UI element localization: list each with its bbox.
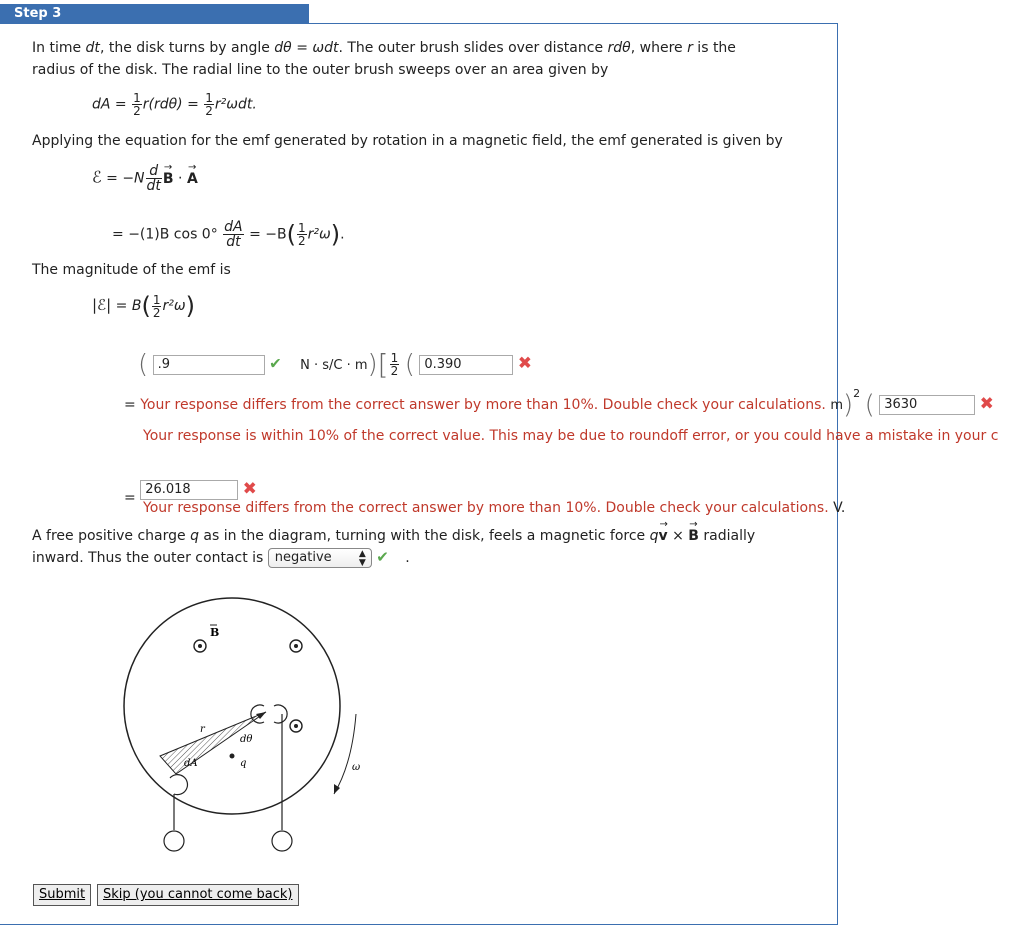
check-icon: ✔ [376, 548, 389, 566]
terminal-outer [164, 831, 184, 851]
cross-operator: × [672, 528, 684, 544]
cross-icon: ✖ [242, 479, 257, 499]
disk-diagram [140, 594, 380, 844]
b-unit: N · s/C · m [300, 357, 368, 373]
paren-open: ( [138, 349, 149, 380]
intro-line-1 [32, 40, 736, 56]
emf-symbol: ℰ [92, 167, 102, 187]
intro-text: is the [692, 40, 736, 56]
vector-b: → B [688, 528, 699, 544]
conclusion-line-2 [32, 548, 410, 568]
eq-term: −B [265, 226, 287, 243]
outer-brush [170, 775, 187, 795]
vector-b: → B [163, 171, 174, 187]
dot-operator: · [178, 170, 183, 187]
intro-rdtheta: rdθ [607, 40, 631, 56]
rotation-arc [334, 714, 356, 794]
cross-icon: ✖ [979, 394, 994, 414]
eq-term: r(rdθ) [142, 96, 183, 113]
disk-circle [124, 598, 340, 814]
intro-text: . The outer brush slides over distance [338, 40, 608, 56]
eq-sign: = [124, 397, 136, 413]
submit-button[interactable]: Submit [33, 884, 91, 906]
vector-a: → A [187, 171, 198, 187]
eq-term: B [131, 298, 142, 314]
radius-label: r [200, 724, 205, 735]
conclusion-line-1 [32, 528, 755, 544]
magnitude-text: The magnitude of the emf is [32, 262, 231, 278]
intro-text: , where [630, 40, 688, 56]
equation-dA [92, 92, 257, 117]
charge-q: q [649, 528, 659, 544]
eq-term: −N [122, 170, 145, 187]
equation-magnitude [92, 292, 195, 320]
conclusion-end: . [405, 550, 410, 566]
step-panel [0, 23, 999, 925]
equation-emf-2 [112, 220, 345, 249]
fraction-half: $\frac{1}{2}$ [152, 292, 161, 320]
eq-sign: = [187, 96, 199, 113]
b-field-dot-icon [194, 640, 206, 652]
omega-label: ω [352, 762, 361, 773]
fraction-half: $\frac{1}{2}$ [390, 351, 399, 378]
radius-input[interactable]: 0.390 [419, 355, 513, 375]
b-field-dot-icon [290, 640, 302, 652]
emf-unit: V. [833, 500, 846, 516]
equation-emf [92, 164, 198, 193]
paren-open: ( [286, 220, 296, 249]
bracket-open: [ [377, 348, 389, 381]
fraction-half: $\frac{1}{2}$ [133, 91, 141, 118]
eq-sign: = [112, 226, 124, 243]
eq-end: . [340, 226, 345, 243]
vector-v: → v [659, 528, 668, 544]
conclusion-text: inward. Thus the outer contact is [32, 550, 264, 566]
fraction-d-dt: $\frac{d}{dt}$ [146, 163, 161, 194]
eq-sign: = [124, 490, 136, 506]
eq-term: r²ω [307, 226, 331, 243]
eq-sign: = [106, 170, 118, 187]
intro-text: , the disk turns by angle [99, 40, 275, 56]
emf-magnitude: |ℰ| [92, 296, 112, 314]
contact-select[interactable] [268, 548, 372, 568]
conclusion-text: radially [698, 528, 756, 544]
paren-open: ( [864, 390, 875, 420]
conclusion-text: as in the diagram, turning with the disk, feels a magnetic force [198, 528, 650, 544]
paren-open: ( [141, 292, 151, 320]
charge-q: q [190, 528, 199, 544]
intro-line-2: radius of the disk. The radial line to the outer brush sweeps over an area given by [32, 62, 609, 78]
applying-text: Applying the equation for the emf generated by rotation in a magnetic field, the emf generated is given by [32, 133, 783, 149]
paren-close: ) [330, 220, 341, 249]
cross-icon: ✖ [517, 353, 533, 374]
intro-dt: dt [85, 40, 100, 56]
paren-close: ) [185, 292, 195, 320]
fraction-dA-dt: $\frac{dA}{dt}$ [224, 219, 243, 250]
paren-close: ) [842, 390, 854, 420]
fraction-half: $\frac{1}{2}$ [298, 221, 306, 248]
roundoff-message: Your response is within 10% of the correct value. This may be due to roundoff error, or you could have a mistake in your c [143, 428, 999, 444]
emf-input[interactable]: 26.018 [140, 480, 238, 500]
exponent: 2 [853, 387, 861, 401]
eq-lhs: dA [92, 96, 111, 113]
paren-open: ( [404, 349, 415, 380]
select-arrows-icon: ▲ ▼ [358, 549, 366, 568]
eq-sign: = [114, 96, 127, 113]
eq-term: r²ωdt. [214, 96, 257, 113]
select-value: negative [274, 550, 332, 565]
fraction-half: $\frac{1}{2}$ [205, 91, 213, 118]
dtheta-label: dθ [240, 734, 253, 745]
b-field-input[interactable]: .9 [153, 355, 265, 375]
answer-row-3 [124, 479, 257, 506]
intro-text: In time [32, 40, 86, 56]
eq-sign: = [249, 226, 261, 243]
eq-term: r²ω [162, 298, 186, 314]
answer-row-1 [138, 348, 532, 381]
conclusion-text: A free positive charge [32, 528, 191, 544]
answer-row-2 [124, 387, 994, 420]
center-brush [274, 705, 287, 723]
dA-label: dA [184, 758, 198, 769]
eq-term: −(1)B cos 0° [128, 226, 218, 243]
b-field-dot-icon [290, 720, 302, 732]
eq-sign: = [115, 298, 128, 314]
answer-row-3-error [143, 500, 845, 516]
terminal-center [272, 831, 292, 851]
check-icon: ✔ [269, 354, 282, 373]
skip-button[interactable]: Skip (you cannot come back) [97, 884, 299, 906]
intro-r: r [687, 40, 693, 56]
step-header: Step 3 [0, 4, 309, 24]
charge-dot [230, 754, 235, 759]
radius-unit: m [830, 398, 843, 413]
error-message: Your response differs from the correct answer by more than 10%. Double check your calculations. [143, 500, 829, 516]
omega-input[interactable]: 3630 [879, 395, 975, 415]
paren-close: ) [367, 349, 378, 380]
b-field-label: B [210, 626, 220, 639]
intro-dtheta: dθ = ωdt [274, 40, 339, 56]
charge-label: q [240, 758, 247, 769]
error-message: Your response differs from the correct answer by more than 10%. Double check your calculations. [140, 397, 826, 413]
